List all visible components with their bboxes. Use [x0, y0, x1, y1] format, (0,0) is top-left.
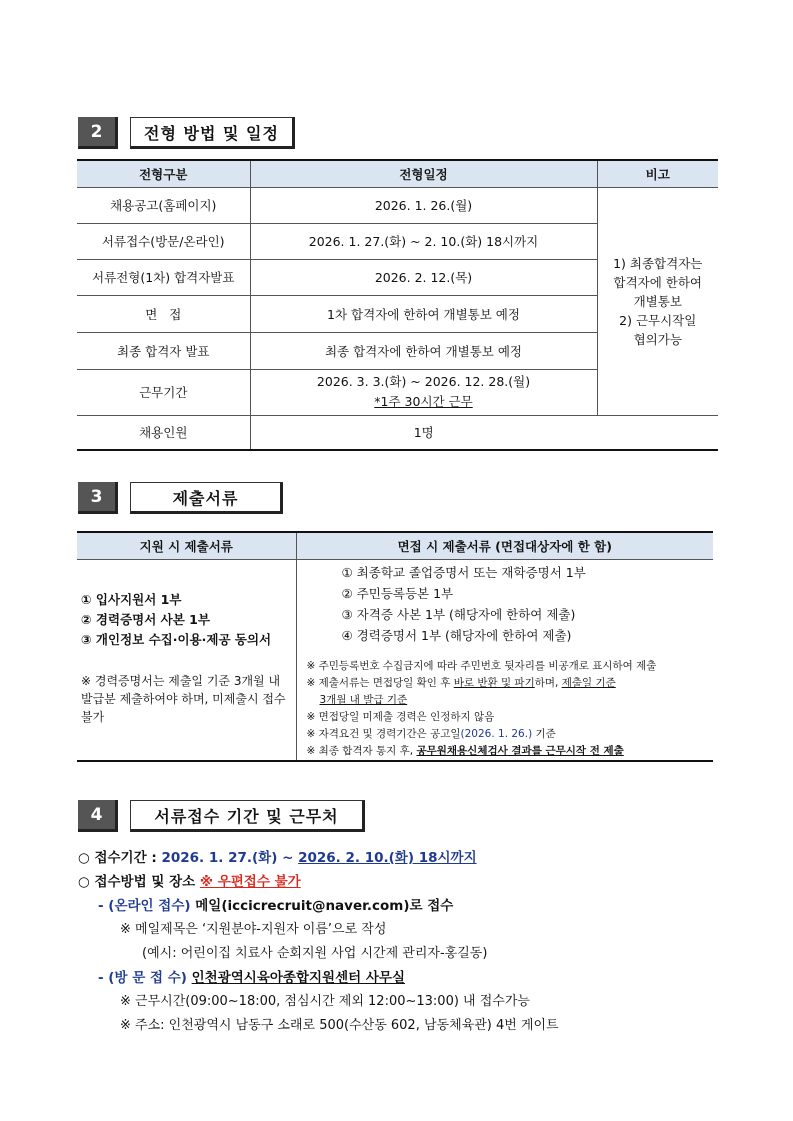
remark-line: 2) 근무시작일	[619, 312, 697, 328]
work-hours: *1주 30시간 근무	[374, 394, 473, 409]
online-note: ※ 메일제목은 ‘지원분야-지원자 이름’으로 작성	[120, 922, 387, 937]
table-row	[77, 415, 718, 450]
row-label: 근무기간	[77, 369, 250, 415]
section-number: 3	[78, 482, 118, 514]
table-row	[77, 559, 713, 761]
row-label: 최종 합격자 발표	[77, 332, 250, 369]
visit-line: - (방 문 접 수) 인천광역시육아종합지원센터 사무실	[98, 970, 405, 986]
submission-info	[78, 846, 559, 1038]
column-header: 지원 시 제출서류	[77, 532, 296, 559]
remarks-cell	[597, 187, 718, 415]
row-label: 서류전형(1차) 합격자발표	[77, 259, 250, 295]
row-value: 1차 합격자에 한하여 개별통보 예정	[250, 295, 597, 332]
remark-line: 협의가능	[633, 331, 682, 347]
row-label: 서류접수(방문/온라인)	[77, 223, 250, 259]
apply-item: ③ 개인정보 수집·이용·제공 동의서	[81, 631, 272, 647]
table-header-row	[77, 160, 718, 187]
schedule-table	[77, 159, 718, 451]
interview-note: ※ 최종 합격자 통지 후, 공무원채용신체검사 결과를 근무시작 전 제출	[306, 744, 624, 757]
section-number: 2	[78, 117, 118, 149]
interview-note: ※ 면접당일 미제출 경력은 인정하지 않음	[306, 710, 495, 723]
visit-note: ※ 근무시간(09:00~18:00, 점심시간 제외 12:00~13:00) 내 접수가능	[120, 994, 530, 1009]
remark-line: 합격자에 한하여	[613, 274, 702, 290]
section-title: 전형 방법 및 일정	[130, 117, 295, 149]
interview-note: ※ 주민등록번호 수집금지에 따라 주민번호 뒷자리를 비공개로 표시하여 제출	[306, 659, 657, 672]
row-value	[250, 369, 597, 415]
row-value: 2026. 1. 26.(월)	[250, 187, 597, 223]
section-number: 4	[78, 800, 118, 832]
interview-item: ③ 자격증 사본 1부 (해당자에 한하여 제출)	[341, 606, 576, 622]
row-value: 2026. 2. 12.(목)	[250, 259, 597, 295]
interview-item: ① 최종학교 졸업증명서 또는 재학증명서 1부	[341, 564, 586, 580]
interview-item: ② 주민등록등본 1부	[341, 585, 454, 601]
column-header: 비고	[597, 160, 718, 187]
section-title: 서류접수 기간 및 근무처	[130, 800, 365, 832]
row-label: 채용공고(홈페이지)	[77, 187, 250, 223]
section-2-heading	[78, 117, 295, 149]
interview-item: ④ 경력증명서 1부 (해당자에 한하여 제출)	[341, 627, 572, 643]
interview-note: ※ 자격요건 및 경력기간은 공고일(2026. 1. 26.) 기준	[306, 727, 556, 740]
column-header: 면접 시 제출서류 (면접대상자에 한 함)	[296, 532, 713, 559]
apply-documents-cell	[77, 559, 296, 761]
remark-line: 개별통보	[633, 293, 682, 309]
interview-note: ※ 제출서류는 면접당일 확인 후 바로 반환 및 파기하며, 제출일 기준	[306, 676, 616, 689]
table-row	[77, 187, 718, 223]
address-note: ※ 주소: 인천광역시 남동구 소래로 500(수산동 602, 남동체육관) 4번 게이트	[120, 1018, 559, 1033]
row-value: 최종 합격자에 한하여 개별통보 예정	[250, 332, 597, 369]
section-3-heading	[78, 482, 283, 514]
apply-note: ※ 경력증명서는 제출일 기준 3개월 내 발급분 제출하여야 하며, 미제출시 접수 불가	[81, 673, 286, 724]
documents-table	[77, 531, 713, 762]
period-line: ○ 접수기간 : 2026. 1. 27.(화) ~ 2026. 2. 10.(화) 18시까지	[78, 850, 477, 866]
row-value: 1명	[250, 415, 597, 450]
apply-item: ① 입사지원서 1부	[81, 591, 182, 607]
section-title: 제출서류	[130, 482, 283, 514]
row-label: 면 접	[77, 295, 250, 332]
column-header: 전형일정	[250, 160, 597, 187]
apply-item: ② 경력증명서 사본 1부	[81, 611, 210, 627]
remark-line: 1) 최종합격자는	[613, 255, 703, 271]
row-value: 2026. 1. 27.(화) ~ 2. 10.(화) 18시까지	[250, 223, 597, 259]
online-example: (예시: 어린이집 치료사 순회지원 사업 시간제 관리자-홍길동)	[142, 946, 488, 961]
online-line: - (온라인 접수) 메일(iccicrecruit@naver.com)로 접수	[98, 898, 454, 914]
table-header-row	[77, 532, 713, 559]
section-4-heading	[78, 800, 365, 832]
interview-note: 3개월 내 발급 기준	[319, 693, 408, 706]
work-period: 2026. 3. 3.(화) ~ 2026. 12. 28.(월)	[316, 374, 531, 389]
method-line: ○ 접수방법 및 장소 ※ 우편접수 불가	[78, 874, 301, 890]
interview-documents-cell	[296, 559, 713, 761]
column-header: 전형구분	[77, 160, 250, 187]
row-label: 채용인원	[77, 415, 250, 450]
